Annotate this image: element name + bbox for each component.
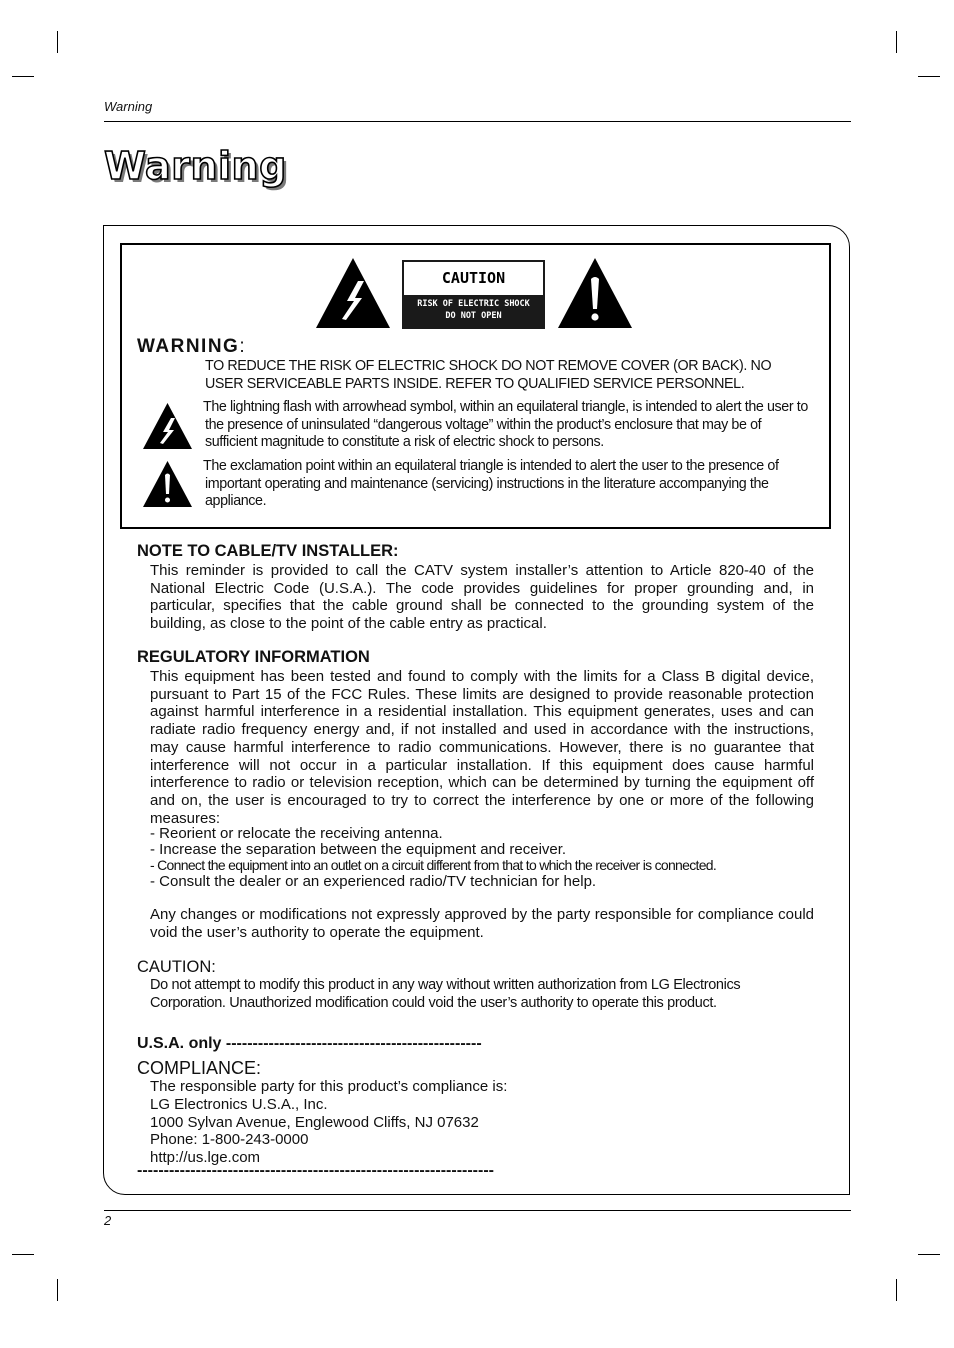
crop-mark xyxy=(918,76,940,77)
measure-item: - Consult the dealer or an experienced radio/TV technician for help. xyxy=(150,873,597,890)
regulatory-text: This equipment has been tested and found to comply with the limits for a Class B digital device, pursuant to Part 15 of the FCC Rules. These limits are designed to provide reasonable protection against harmful interference in a residential installation. This equipment generates, uses and can radiate radio frequency energy and, if not installed and used in accordance with the instructions, may cause harmful interference to radio communications. However, there is no guarantee that interference will not occur in a particular installation. If this equipment does cause harmful interference to radio or television reception, which can be determined by turning the equipment off and on, the user is encouraged to try to correct the interference by one or more of the following measures: xyxy=(150,668,814,827)
crop-mark xyxy=(57,31,58,53)
caution-heading: CAUTION: xyxy=(137,958,216,976)
regulatory-heading: REGULATORY INFORMATION xyxy=(137,648,370,666)
compliance-line: LG Electronics U.S.A., Inc. xyxy=(150,1096,328,1113)
crop-mark xyxy=(896,1279,897,1301)
exclamation-explanation: The exclamation point within an equilateral triangle is intended to alert the user to the presence of important operating and maintenance (servicing) instructions in the literature accompanying the appliance. xyxy=(203,458,779,509)
warning-text: TO REDUCE THE RISK OF ELECTRIC SHOCK DO NOT REMOVE COVER (OR BACK). NO USER SERVICEABLE PARTS INSIDE. REFER TO QUALIFIED SERVICE PERSONNEL. xyxy=(205,358,772,392)
changes-text: Any changes or modifications not expressly approved by the party responsible for compliance could void the user’s authority to operate the equipment. xyxy=(150,906,814,941)
usa-heading: U.S.A. only ------------------------------------------------ xyxy=(137,1035,482,1052)
lightning-symbol-icon xyxy=(142,402,193,450)
crop-mark xyxy=(12,76,34,77)
header-rule xyxy=(104,121,851,122)
page-number: 2 xyxy=(104,1213,112,1228)
lightning-explanation: The lightning flash with arrowhead symbol, within an equilateral triangle, is intended to alert the user to the presence of uninsulated “dangerous voltage” within the product’s enclosure that may be of sufficient magnitude to constitute a risk of electric shock to persons. xyxy=(203,399,808,450)
closing-dash-rule: ------------------------------------------------------------------- xyxy=(137,1162,494,1179)
warning-heading-colon: : xyxy=(239,336,245,357)
catv-text: This reminder is provided to call the CATV system installer’s attention to Article 820-40 of the National Electric Code (U.S.A.). The code provides guidelines for proper grounding and, in particular, specifies that the cable ground shall be connected to the grounding system of the building, as close to the point of the cable entry as practical. xyxy=(150,562,814,633)
warning-heading xyxy=(137,336,245,358)
compliance-line: 1000 Sylvan Avenue, Englewood Cliffs, NJ 07632 xyxy=(150,1114,479,1131)
measure-item: - Connect the equipment into an outlet on a circuit different from that to which the receiver is connected. xyxy=(150,857,717,873)
footer-rule xyxy=(104,1210,851,1211)
crop-mark xyxy=(57,1279,58,1301)
page-title: Warning xyxy=(104,144,287,188)
caution-label-line1: RISK OF ELECTRIC SHOCK xyxy=(417,299,530,309)
running-head: Warning xyxy=(104,99,153,114)
exclamation-symbol-icon xyxy=(142,460,193,508)
compliance-line: Phone: 1-800-243-0000 xyxy=(150,1131,309,1148)
compliance-line: http://us.lge.com xyxy=(150,1149,261,1166)
measure-item: - Reorient or relocate the receiving antenna. xyxy=(150,825,443,842)
caution-label-title: CAUTION xyxy=(404,262,543,295)
caution-text: Do not attempt to modify this product in any way without written authorization from LG Electronics Corporation. Unauthorized modification could void the user’s authority to operate this product. xyxy=(150,977,741,1011)
caution-label-line2: DO NOT OPEN xyxy=(445,311,502,321)
warning-heading-text: WARNING xyxy=(137,336,240,357)
lightning-triangle-icon xyxy=(315,257,391,329)
compliance-line: The responsible party for this product’s compliance is: xyxy=(150,1078,508,1095)
crop-mark xyxy=(896,31,897,53)
exclamation-triangle-icon xyxy=(557,257,633,329)
measure-item: - Increase the separation between the equipment and receiver. xyxy=(150,841,567,858)
compliance-heading: COMPLIANCE: xyxy=(137,1058,262,1078)
crop-mark xyxy=(918,1254,940,1255)
crop-mark xyxy=(12,1254,34,1255)
caution-label xyxy=(402,260,545,329)
catv-heading: NOTE TO CABLE/TV INSTALLER: xyxy=(137,542,399,560)
